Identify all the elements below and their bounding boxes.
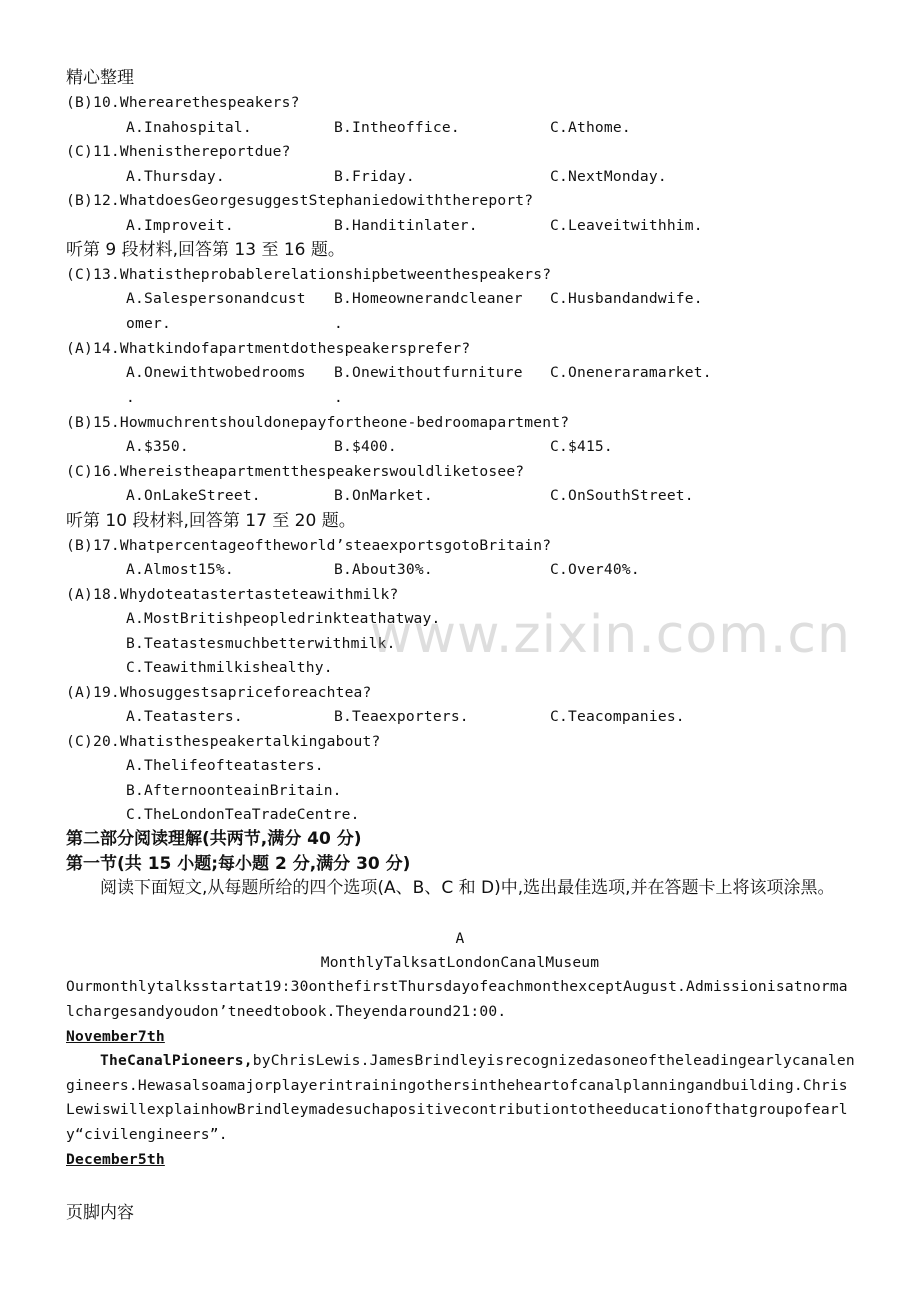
question-15: (B)15.Howmuchrentshouldonepayfortheone-bedroomapartment? [66,414,570,431]
passage-letter: A [455,930,465,947]
talk-1-text: byChrisLewis.JamesBrindleyisrecognizedasoneoftheleadingearlycanalengineers.Hewasalsoamajorplayerintrainingothersintheheartofcanalplanningandbuilding.ChrisLewiswillexplainhowBrindleymadesuchapositivecontributiontotheeducationofthatgroupofearly“civilengineers”. [66,1052,855,1143]
q20-option-a: A.Thelifeofteatasters. [126,757,324,774]
q10-option-b: B.Intheoffice. [334,119,460,136]
q10-option-c: C.Athome. [550,119,631,136]
question-12: (B)12.WhatdoesGeorgesuggestStephaniedowiththereport? [66,192,534,209]
question-13: (C)13.Whatistheprobablerelationshipbetweenthespeakers? [66,266,552,283]
q14-option-c: C.Oneneraramarket. [550,364,712,381]
q19-option-b: B.Teaexporters. [334,708,469,725]
q11-option-b: B.Friday. [334,168,415,185]
q12-option-c: C.Leaveitwithhim. [550,217,703,234]
q14-option-a-wrap: . [126,389,135,406]
instructions: 阅读下面短文,从每题所给的四个选项(A、B、C 和 D)中,选出最佳选项,并在答题卡上将该项涂黑。 [100,878,835,898]
question-20: (C)20.Whatisthespeakertalkingabout? [66,733,381,750]
question-17: (B)17.Whatpercentageoftheworld’steaexportsgotoBritain? [66,537,552,554]
q16-option-a: A.OnLakeStreet. [126,487,261,504]
question-18: (A)18.Whydoteatastertasteteawithmilk? [66,586,399,603]
q14-option-a: A.Onewithtwobedrooms [126,364,306,381]
q13-option-b: B.Homeownerandcleaner [334,290,523,307]
q14-option-b: B.Onewithoutfurniture [334,364,523,381]
q15-option-b: B.$400. [334,438,397,455]
q17-option-c: C.Over40%. [550,561,640,578]
q11-option-c: C.NextMonday. [550,168,667,185]
q18-option-c: C.Teawithmilkishealthy. [126,659,333,676]
q19-option-c: C.Teacompanies. [550,708,685,725]
part-2-title: 第二部分阅读理解(共两节,满分 40 分) [66,829,362,849]
part-2-subtitle: 第一节(共 15 小题;每小题 2 分,满分 30 分) [66,854,411,874]
question-11: (C)11.Whenisthereportdue? [66,143,291,160]
watermark: www.zixin.com.cn [370,605,851,665]
question-16: (C)16.Whereistheapartmentthespeakerswouldliketosee? [66,463,525,480]
section-9-heading: 听第 9 段材料,回答第 13 至 16 题。 [66,240,345,260]
date-november: November7th [66,1028,165,1045]
question-19: (A)19.Whosuggestsapriceforeachtea? [66,684,372,701]
q20-option-b: B.AfternoonteainBritain. [126,782,342,799]
q13-option-a: A.Salespersonandcust [126,290,306,307]
q11-option-a: A.Thursday. [126,168,225,185]
q18-option-b: B.Teatastesmuchbetterwithmilk. [126,635,396,652]
passage-title: MonthlyTalksatLondonCanalMuseum [320,954,600,971]
question-14: (A)14.Whatkindofapartmentdothespeakersprefer? [66,340,471,357]
section-10-heading: 听第 10 段材料,回答第 17 至 20 题。 [66,511,356,531]
q13-option-a-wrap: omer. [126,315,171,332]
date-december: December5th [66,1151,165,1168]
q19-option-a: A.Teatasters. [126,708,243,725]
q15-option-c: C.$415. [550,438,613,455]
q14-option-b-wrap: . [334,389,343,406]
q15-option-a: A.$350. [126,438,189,455]
q17-option-b: B.About30%. [334,561,433,578]
q12-option-a: A.Improveit. [126,217,234,234]
question-10: (B)10.Wherearethespeakers? [66,94,300,111]
q20-option-c: C.TheLondonTeaTradeCentre. [126,806,360,823]
q16-option-b: B.OnMarket. [334,487,433,504]
q12-option-b: B.Handitinlater. [334,217,478,234]
page-footer: 页脚内容 [66,1203,134,1223]
q17-option-a: A.Almost15%. [126,561,234,578]
q13-option-b-wrap: . [334,315,343,332]
q13-option-c: C.Husbandandwife. [550,290,703,307]
q18-option-a: A.MostBritishpeopledrinkteathatway. [126,610,441,627]
q10-option-a: A.Inahospital. [126,119,252,136]
talk-1-title: TheCanalPioneers, [100,1052,253,1069]
talk-1-paragraph [66,1049,856,1147]
page-header: 精心整理 [66,68,134,88]
q16-option-c: C.OnSouthStreet. [550,487,694,504]
passage-intro: Ourmonthlytalksstartat19:30onthefirstThursdayofeachmonthexceptAugust.Admissionisatnormalchargesandyoudon’tneedtobook.Theyendaround21:00. [66,978,848,1020]
